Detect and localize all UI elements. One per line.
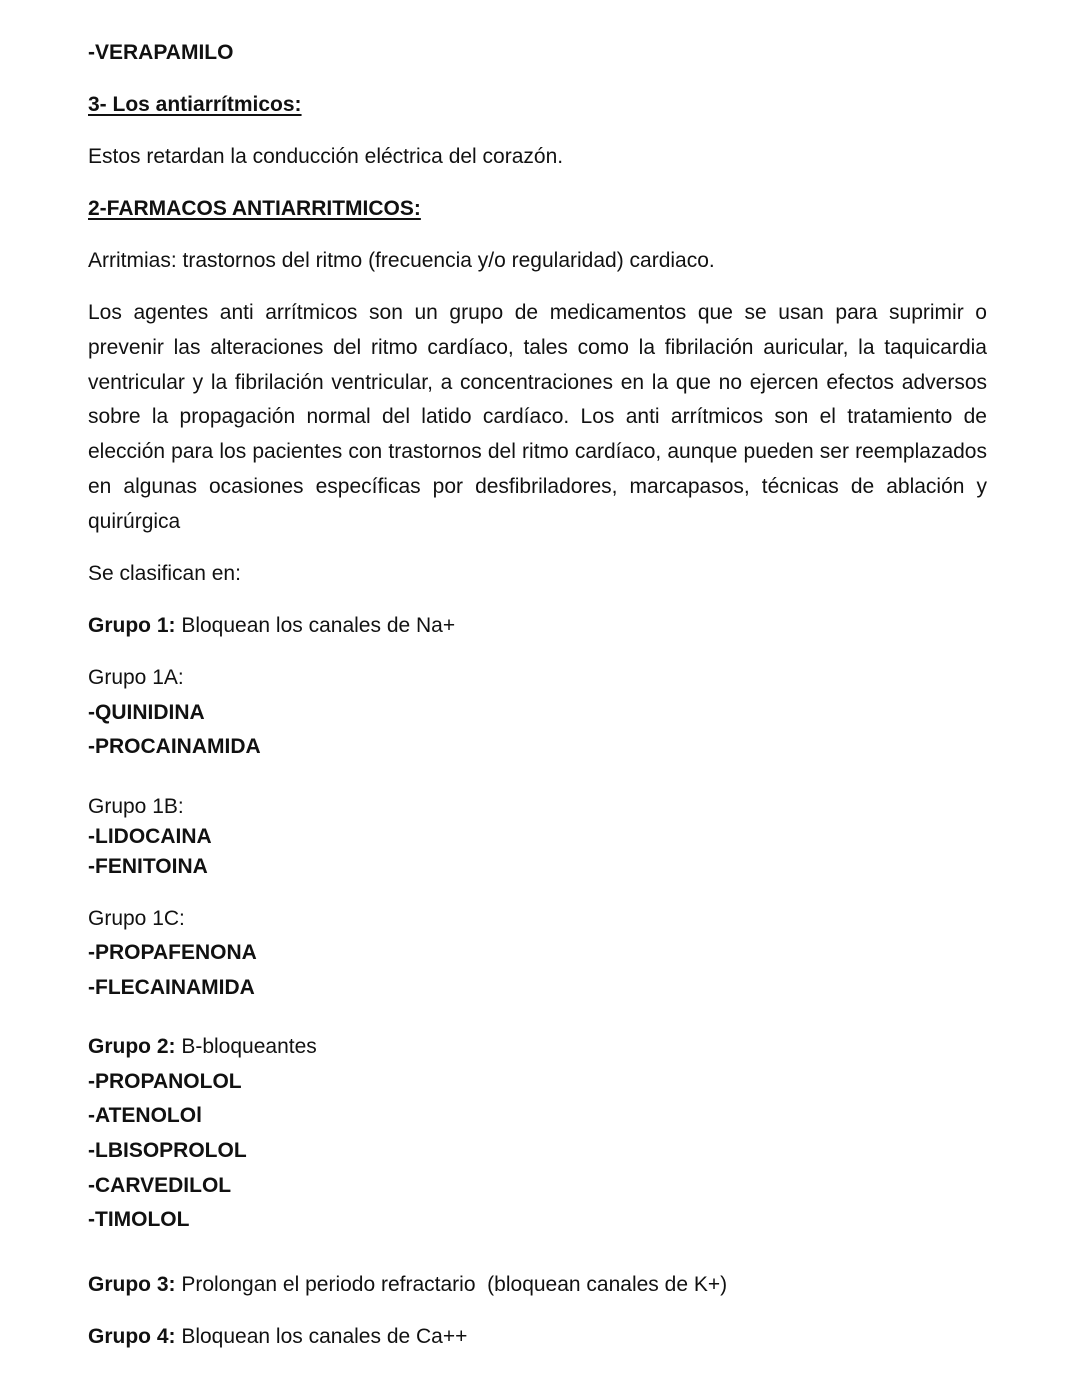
grupo-4-label: Grupo 4: <box>88 1325 176 1348</box>
drug-procainamida: -PROCAINAMIDA <box>88 735 261 758</box>
section-2-heading: 2-FARMACOS ANTIARRITMICOS: <box>88 197 421 220</box>
grupo-3-label: Grupo 3: <box>88 1273 176 1296</box>
grupo-1a-label: Grupo 1A: <box>88 666 184 689</box>
grupo-3-desc: Prolongan el periodo refractario (bloquean canales de K+) <box>175 1273 728 1296</box>
drug-atenolol: -ATENOLOl <box>88 1104 202 1127</box>
classify-text: Se clasifican en: <box>88 562 241 585</box>
grupo-1b-label: Grupo 1B: <box>88 795 184 818</box>
grupo-4-desc: Bloquean los canales de Ca++ <box>175 1325 468 1348</box>
grupo-1-label: Grupo 1: <box>88 614 176 637</box>
grupo-3-line <box>88 1272 727 1298</box>
grupo-2-desc: B-bloqueantes <box>175 1035 317 1058</box>
section-3-heading: 3- Los antiarrítmicos: <box>88 93 302 116</box>
drug-timolol: -TIMOLOL <box>88 1208 190 1231</box>
drug-propafenona: -PROPAFENONA <box>88 941 257 964</box>
drug-verapamilo: -VERAPAMILO <box>88 41 234 64</box>
drug-quinidina: -QUINIDINA <box>88 701 205 724</box>
grupo-2-label: Grupo 2: <box>88 1035 176 1058</box>
grupo-1-line <box>88 613 455 639</box>
section-3-text: Estos retardan la conducción eléctrica del corazón. <box>88 145 564 168</box>
drug-carvedilol: -CARVEDILOL <box>88 1174 232 1197</box>
grupo-2-line <box>88 1034 317 1060</box>
drug-fenitoina: -FENITOINA <box>88 855 208 878</box>
grupo-1c-label: Grupo 1C: <box>88 907 185 930</box>
arritmias-definition: Arritmias: trastornos del ritmo (frecuencia y/o regularidad) cardiaco. <box>88 249 715 272</box>
drug-lidocaina: -LIDOCAINA <box>88 825 212 848</box>
drug-bisoprolol: -LBISOPROLOL <box>88 1139 247 1162</box>
drug-propanolol: -PROPANOLOL <box>88 1070 242 1093</box>
intro-paragraph: Los agentes anti arrítmicos son un grupo de medicamentos que se usan para suprimir o prevenir las alteraciones del ritmo cardíaco, tales como la fibrilación auricular, la taquicardia ventricular y la fibrilación ventricular, a concentraciones en la que no ejercen efectos adversos sobre la propagación normal del latido cardíaco. Los anti arrítmicos son el tratamiento de elección para los pacientes con trastornos del ritmo cardíaco, aunque pueden ser reemplazados en algunas ocasiones específicas por desfibriladores, marcapasos, técnicas de ablación y quirúrgica <box>88 301 987 533</box>
drug-flecainamida: -FLECAINAMIDA <box>88 976 255 999</box>
grupo-4-line <box>88 1324 467 1350</box>
grupo-1-desc: Bloquean los canales de Na+ <box>175 614 456 637</box>
